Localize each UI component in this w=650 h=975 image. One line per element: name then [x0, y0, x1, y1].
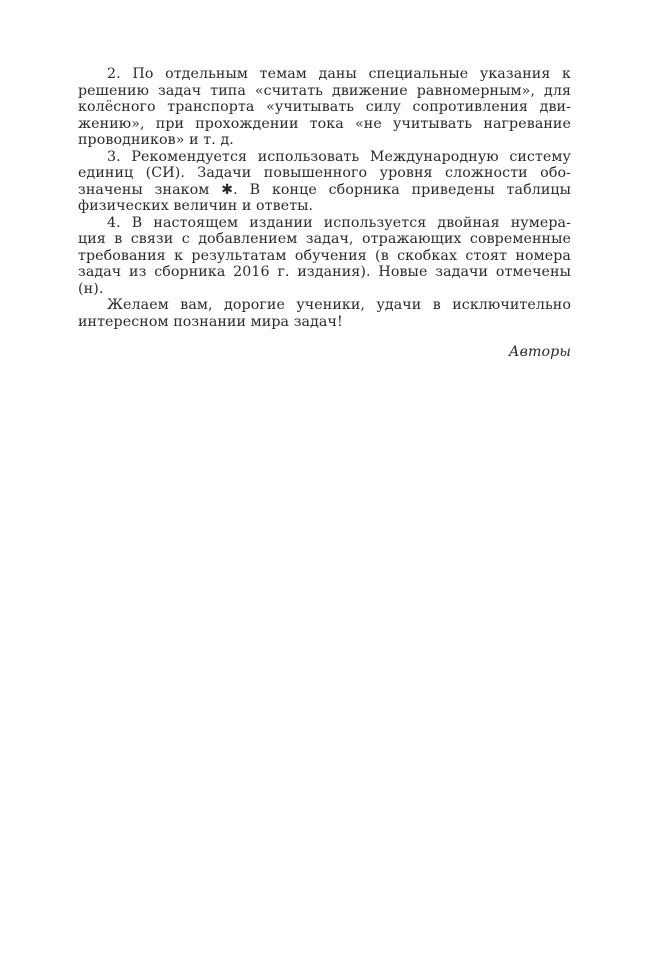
- text-line: 4. В настоящем издании используется двойная нумера-: [107, 214, 571, 231]
- closing-paragraph: [78, 297, 571, 330]
- text-line: требования к результатам обучения (в скобках стоят номера: [78, 247, 571, 264]
- text-line: значены знаком ✱. В конце сборника приведены таблицы: [78, 181, 571, 198]
- text-line: решению задач типа «считать движение равномерным», для: [78, 82, 571, 99]
- text-line: проводников» и т. д.: [78, 132, 234, 148]
- text-line: Желаем вам, дорогие ученики, удачи в исключительно: [107, 297, 571, 313]
- text-line: колёсного транспорта «учитывать силу сопротивления дви-: [78, 99, 571, 115]
- text-line: физических величин и ответы.: [78, 198, 314, 214]
- text-line: жению», при прохождении тока «не учитывать нагревание: [78, 115, 571, 132]
- signature: Авторы: [508, 344, 571, 360]
- text-line: ция в связи с добавлением задач, отражающих современные: [78, 231, 571, 247]
- paragraph-2: [78, 66, 571, 149]
- document-page: [78, 66, 571, 361]
- text-line: единиц (СИ). Задачи повышенного уровня сложности обо-: [78, 165, 571, 181]
- text-line: 2. По отдельным темам даны специальные указания к: [107, 66, 571, 82]
- paragraph-4: [78, 215, 571, 298]
- text-line: 3. Рекомендуется использовать Международную систему: [107, 148, 571, 165]
- text-line: задач из сборника 2016 г. издания). Новые задачи отмечены: [78, 264, 571, 280]
- text-line: интересном познании мира задач!: [78, 313, 343, 330]
- paragraph-3: [78, 149, 571, 215]
- text-line: (н).: [78, 280, 104, 297]
